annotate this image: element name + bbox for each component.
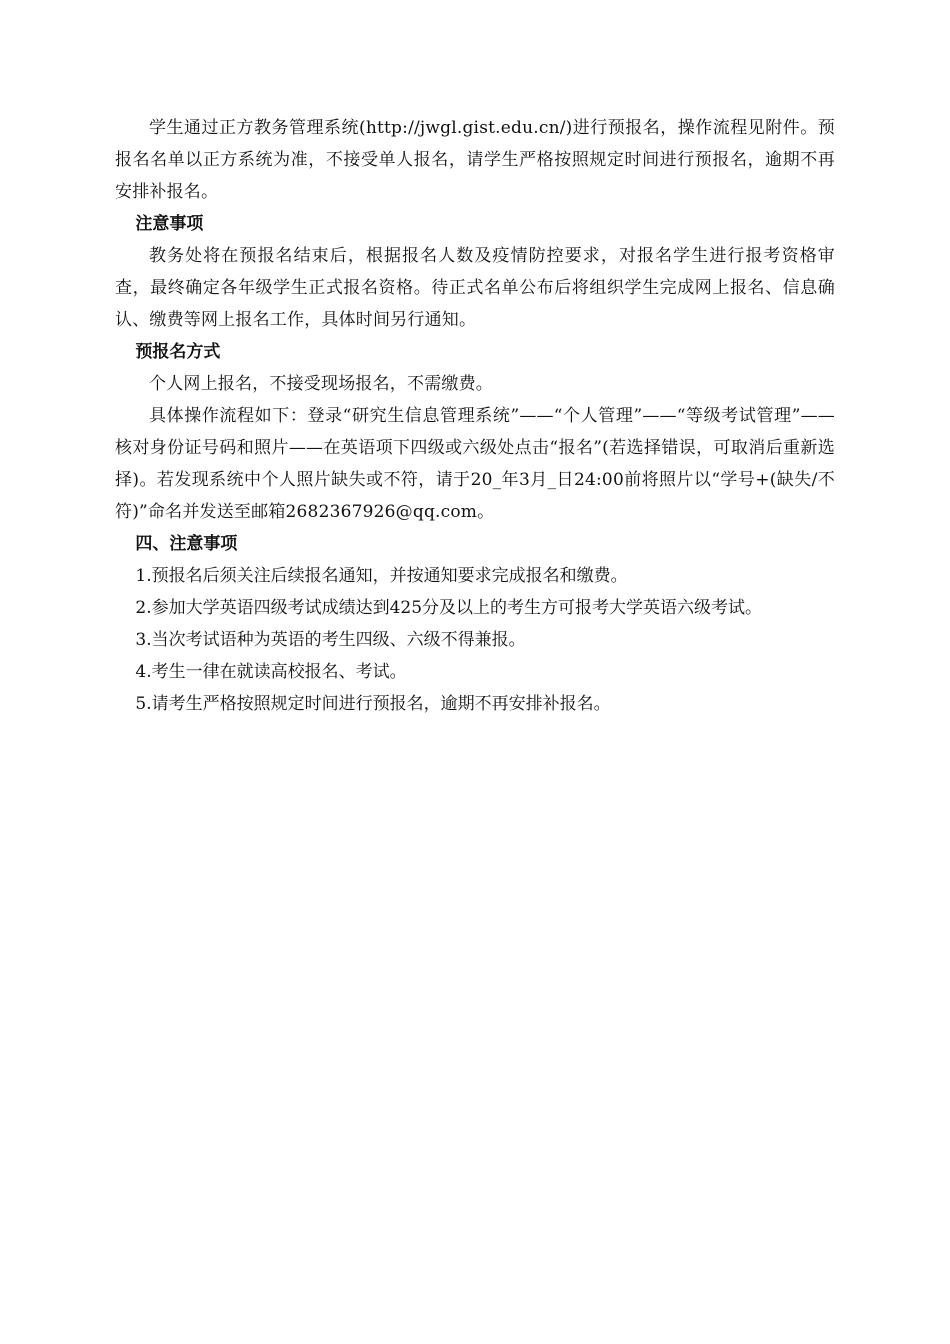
list-item: 3.当次考试语种为英语的考生四级、六级不得兼报。: [135, 630, 526, 650]
list-item: 5.请考生严格按照规定时间进行预报名，逾期不再安排补报名。: [135, 694, 611, 714]
list-item: 2.参加大学英语四级考试成绩达到425分及以上的考生方可报考大学英语六级考试。: [135, 598, 763, 618]
method-line-1: 个人网上报名，不接受现场报名，不需缴费。: [149, 374, 493, 394]
method-heading: 预报名方式: [135, 342, 221, 362]
list-item: 4.考生一律在就读高校报名、考试。: [135, 662, 407, 682]
notice-heading: 注意事项: [135, 214, 204, 234]
intro-paragraph: 学生通过正方教务管理系统(http://jwgl.gist.edu.cn/)进行预报名，操作流程见附件。预报名名单以正方系统为准，不接受单人报名，请学生严格按照规定时间进行预报名，逾期不再安排补报名。: [115, 118, 835, 202]
section-four-heading: 四、注意事项: [135, 534, 238, 554]
list-item: 1.预报名后须关注后续报名通知，并按通知要求完成报名和缴费。: [135, 566, 628, 586]
method-line-2: 具体操作流程如下：登录“研究生信息管理系统”——“个人管理”——“等级考试管理”——核对身份证号码和照片——在英语项下四级或六级处点击“报名”(若选择错误，可取消后重新选择)。若发现系统中个人照片缺失或不符，请于20_年3月_日24:00前将照片以“学号+(缺失/不符)”命名并发送至邮箱2682367926@qq.com。: [115, 406, 835, 522]
document-page: [115, 112, 835, 720]
notice-paragraph: 教务处将在预报名结束后，根据报名人数及疫情防控要求，对报名学生进行报考资格审查，最终确定各年级学生正式报名资格。待正式名单公布后将组织学生完成网上报名、信息确认、缴费等网上报名工作，具体时间另行通知。: [115, 246, 835, 330]
